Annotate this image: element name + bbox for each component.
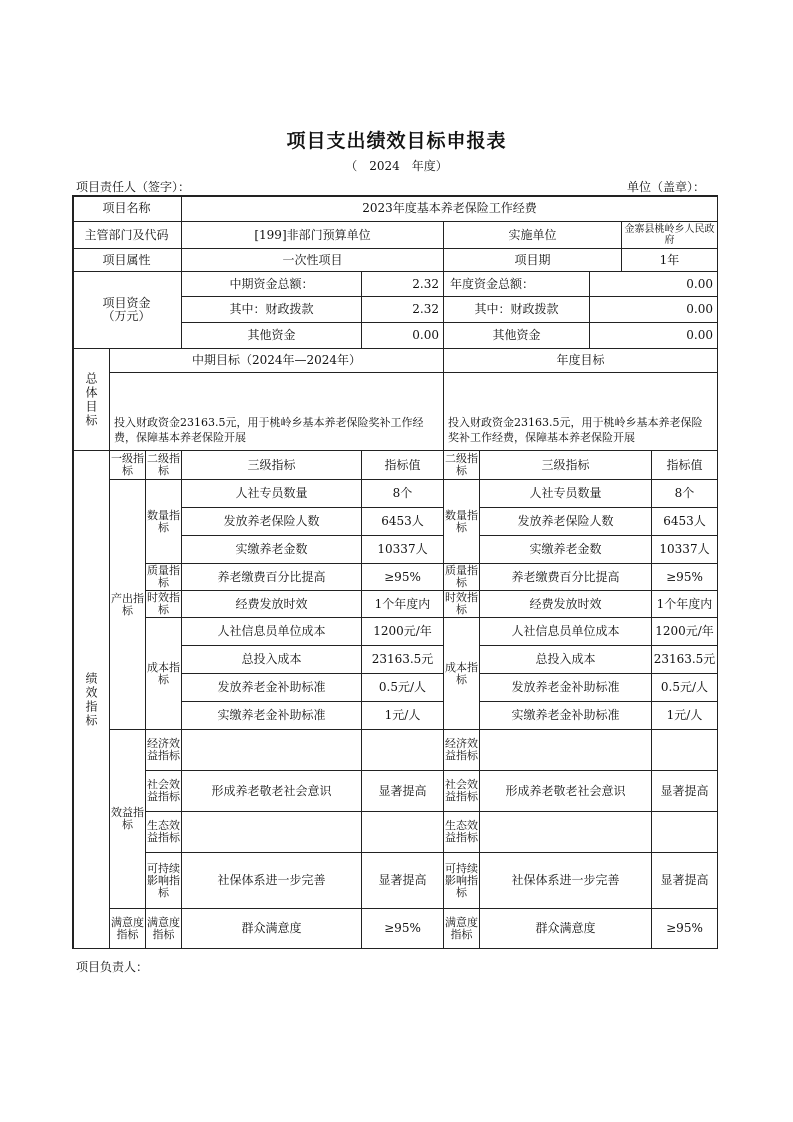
indicator-name-year <box>480 812 652 853</box>
indicator-value-year <box>652 812 718 853</box>
economic-indicator-label: 经济效益指标 <box>146 730 182 771</box>
indicator-value: 23163.5元 <box>362 646 444 674</box>
indicator-value-year: 8个 <box>652 480 718 508</box>
indicator-value: 10337人 <box>362 536 444 564</box>
year-total-value: 0.00 <box>590 272 718 297</box>
indicator-name <box>182 730 362 771</box>
header-level1: 一级指标 <box>110 451 146 480</box>
indicator-name: 实缴养老金补助标准 <box>182 702 362 730</box>
cost-indicator-label-year: 成本指标 <box>444 618 480 730</box>
satisfaction-indicator-label: 满意度指标 <box>146 909 182 949</box>
indicator-value-year: 0.5元/人 <box>652 674 718 702</box>
ecological-indicator-label-year: 生态效益指标 <box>444 812 480 853</box>
indicator-value-year: 23163.5元 <box>652 646 718 674</box>
attr-value: 一次性项目 <box>182 249 444 272</box>
output-indicator-label: 产出指标 <box>110 480 146 730</box>
indicator-name: 实缴养老金数 <box>182 536 362 564</box>
period-label: 项目期 <box>444 249 622 272</box>
indicator-name-year: 人社专员数量 <box>480 480 652 508</box>
dept-value: [199]非部门预算单位 <box>182 222 444 249</box>
year-other-value: 0.00 <box>590 323 718 349</box>
mid-total-value: 2.32 <box>362 272 444 297</box>
unit-seal-label: 单位（盖章）： <box>626 180 705 194</box>
indicator-name-year: 实缴养老金数 <box>480 536 652 564</box>
indicator-value-year: 1200元/年 <box>652 618 718 646</box>
quality-indicator-label-year: 质量指标 <box>445 564 478 589</box>
header-level2-year: 二级指标 <box>444 451 480 480</box>
indicator-name-year: 形成养老敬老社会意识 <box>480 771 652 812</box>
indicator-name: 人社专员数量 <box>182 480 362 508</box>
year-line: （ 2024 年度） <box>345 159 448 173</box>
mid-other-label: 其他资金 <box>182 323 362 349</box>
attr-label: 项目属性 <box>72 249 182 272</box>
header-value: 指标值 <box>362 451 444 480</box>
impl-label: 实施单位 <box>444 222 622 249</box>
project-name-label: 项目名称 <box>72 195 182 222</box>
period-value: 1年 <box>622 249 718 272</box>
mid-other-value: 0.00 <box>362 323 444 349</box>
overall-goal-label: 总体目标 <box>72 349 110 451</box>
indicator-value: 0.5元/人 <box>362 674 444 702</box>
indicator-name-year: 总投入成本 <box>480 646 652 674</box>
indicator-value-year: 6453人 <box>652 508 718 536</box>
mid-total-label: 中期资金总额： <box>182 272 362 297</box>
indicator-name: 群众满意度 <box>182 909 362 949</box>
indicator-name: 人社信息员单位成本 <box>182 618 362 646</box>
year-other-label: 其他资金 <box>444 323 590 349</box>
indicator-value <box>362 730 444 771</box>
indicator-name-year: 发放养老保险人数 <box>480 508 652 536</box>
mid-goal-text: 投入财政资金23163.5元，用于桃岭乡基本养老保险奖补工作经费，保障基本养老保险开展 <box>110 373 444 451</box>
indicator-name: 总投入成本 <box>182 646 362 674</box>
year-fiscal-label: 其中：财政拨款 <box>444 297 590 323</box>
cost-indicator-label: 成本指标 <box>146 618 182 730</box>
indicator-name: 养老缴费百分比提高 <box>182 564 362 591</box>
indicator-value: 1元/人 <box>362 702 444 730</box>
social-indicator-label: 社会效益指标 <box>146 771 182 812</box>
footer-label: 项目负责人： <box>76 960 149 974</box>
indicator-value-year: 1元/人 <box>652 702 718 730</box>
indicator-value-year: 10337人 <box>652 536 718 564</box>
responsible-label: 项目责任人（签字）： <box>76 180 191 194</box>
header-level3: 三级指标 <box>182 451 362 480</box>
indicator-name-year: 群众满意度 <box>480 909 652 949</box>
year-fiscal-value: 0.00 <box>590 297 718 323</box>
indicator-value-year: ≥95% <box>652 909 718 949</box>
indicator-value <box>362 812 444 853</box>
indicator-value-year: 显著提高 <box>652 853 718 909</box>
dept-label: 主管部门及代码 <box>72 222 182 249</box>
indicator-value: 6453人 <box>362 508 444 536</box>
funds-label: 项目资金 （万元） <box>72 272 182 349</box>
indicator-value-year <box>652 730 718 771</box>
indicator-name-year: 社保体系进一步完善 <box>480 853 652 909</box>
indicator-name: 发放养老保险人数 <box>182 508 362 536</box>
quantity-indicator-label-year: 数量指标 <box>444 480 480 564</box>
quantity-indicator-label: 数量指标 <box>146 480 182 564</box>
indicator-name-year: 经费发放时效 <box>480 591 652 618</box>
header-value-year: 指标值 <box>652 451 718 480</box>
year-goal-header: 年度目标 <box>444 349 718 373</box>
indicator-name-year: 发放养老金补助标准 <box>480 674 652 702</box>
perf-indicator-label: 绩效指标 <box>72 451 110 949</box>
year-goal-text: 投入财政资金23163.5元，用于桃岭乡基本养老保险奖补工作经费，保障基本养老保险开展 <box>444 373 718 451</box>
page-title: 项目支出绩效目标申报表 <box>286 130 507 152</box>
indicator-value: 1个年度内 <box>362 591 444 618</box>
sustainable-indicator-label: 可持续影响指标 <box>146 853 182 909</box>
indicator-value: 显著提高 <box>362 771 444 812</box>
indicator-value: 8个 <box>362 480 444 508</box>
timeliness-indicator-label-year: 时效指标 <box>445 591 478 616</box>
indicator-value-year: ≥95% <box>652 564 718 591</box>
header-level3-year: 三级指标 <box>480 451 652 480</box>
quality-indicator-label: 质量指标 <box>147 564 180 589</box>
mid-fiscal-label: 其中：财政拨款 <box>182 297 362 323</box>
ecological-indicator-label: 生态效益指标 <box>146 812 182 853</box>
indicator-value: 1200元/年 <box>362 618 444 646</box>
indicator-name-year: 实缴养老金补助标准 <box>480 702 652 730</box>
economic-indicator-label-year: 经济效益指标 <box>444 730 480 771</box>
mid-fiscal-value: 2.32 <box>362 297 444 323</box>
sustainable-indicator-label-year: 可持续影响指标 <box>444 853 480 909</box>
social-indicator-label-year: 社会效益指标 <box>444 771 480 812</box>
effect-indicator-label: 效益指标 <box>110 730 146 909</box>
satisfaction-indicator-label: 满意度指标 <box>110 909 146 949</box>
indicator-value-year: 1个年度内 <box>652 591 718 618</box>
indicator-name: 发放养老金补助标准 <box>182 674 362 702</box>
indicator-name: 形成养老敬老社会意识 <box>182 771 362 812</box>
indicator-name <box>182 812 362 853</box>
indicator-value-year: 显著提高 <box>652 771 718 812</box>
project-name-value: 2023年度基本养老保险工作经费 <box>182 195 718 222</box>
indicator-name: 经费发放时效 <box>182 591 362 618</box>
indicator-value: ≥95% <box>362 564 444 591</box>
indicator-name-year: 养老缴费百分比提高 <box>480 564 652 591</box>
year-total-label: 年度资金总额： <box>444 272 590 297</box>
indicator-name-year: 人社信息员单位成本 <box>480 618 652 646</box>
header-level2: 二级指标 <box>146 451 182 480</box>
indicator-name: 社保体系进一步完善 <box>182 853 362 909</box>
impl-value: 金寨县桃岭乡人民政府 <box>622 222 718 249</box>
satisfaction-indicator-label-year: 满意度指标 <box>444 909 480 949</box>
timeliness-indicator-label: 时效指标 <box>147 591 180 616</box>
indicator-name-year <box>480 730 652 771</box>
indicator-value: 显著提高 <box>362 853 444 909</box>
indicator-value: ≥95% <box>362 909 444 949</box>
mid-goal-header: 中期目标（2024年—2024年） <box>110 349 444 373</box>
